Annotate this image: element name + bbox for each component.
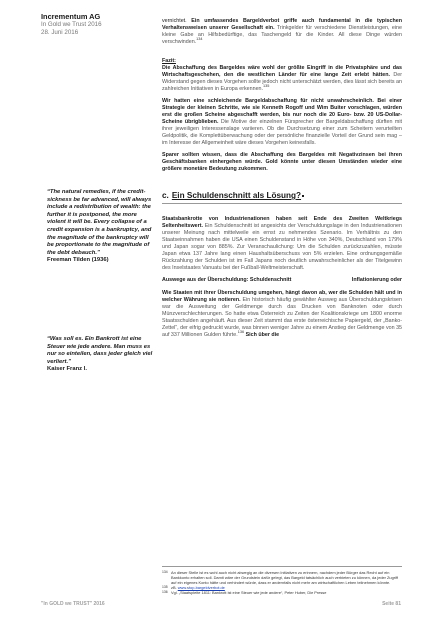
quote-text: “The natural remedies, if the credit-sickness be far advanced, will always include a redistribution of wealth: the further it is postponed, the more violent it will be. Every collapse of a credit expansion is a bankruptcy, and the magnitude of the bankruptcy will be proportionate to the magnitude of the debt debauch.” (47, 189, 152, 256)
paragraph-strategie (162, 98, 402, 147)
paragraph-ueberschuldung (162, 290, 402, 339)
bold-text: Sich über die (244, 332, 280, 338)
paragraph-sparer: Sparer sollten wissen, dass die Abschaffung des Bargeldes mit Negativzinsen bei ihren Geschäftsbanken einhergehen würde. Gold könnte unter diesen Umständen wieder eine größere monetäre Bedeutung zukommen. (162, 152, 402, 172)
paragraph-staatsbankrotte (162, 216, 402, 272)
main-text-column (162, 18, 402, 344)
report-date: 28. Juni 2016 (41, 28, 79, 36)
bold-text: Wir hatten eine schleichende Bargeldabschaffung für nicht unwahrscheinlich. Bei einer Strategie der kleinen Schritte, wie sie Kenneth Rogoff und Wim Buiter vorschlagen, würden erst die großen Scheine abgeschafft werden, bis nur noch die 20 Euro- bzw. 20 US-Dollar-Scheine übrigblieben. (162, 98, 402, 125)
text: Der Widerstand gegen dieses Vorgehen sollte jedoch nicht unterschätzt werden, dies lässt sich bereits an zahlreichen Initiativen in Europa erkennen. (162, 72, 402, 92)
report-title: In Gold we Trust 2016 (41, 21, 102, 28)
footnote-134 (162, 570, 402, 585)
paragraph-bargeldverbot (162, 18, 402, 46)
section-letter: c. (162, 191, 169, 200)
footnote-number: 136 (162, 590, 168, 594)
footnote-number: 134 (162, 570, 168, 574)
footnotes (162, 566, 402, 595)
paragraph-fazit (162, 65, 402, 93)
company-name: Incrementum AG (41, 12, 101, 21)
text: Ein historisch häufig gewählter Ausweg aus Überschuldungskrisen war die Ausweitung der Geldmenge durch das Drucken von Banknoten oder durch Münzverschlechterungen. So hatte etwa Österreich zu Zeiten der Koalitionskriege um 1800 enorme Staatsschulden angehäuft. Aus dieser Zeit stammt das erste österreichische Papiergeld, der „Banko-Zettel“, der eifrig gedruckt wurde, was binnen weniger Jahre zu einem Anstieg der Geldmenge von 35 auf 337 Millionen Gulden führte. (162, 297, 403, 338)
bold-text: Die Abschaffung des Bargeldes wäre wohl der größte Eingriff in die Privatsphäre und das Wirtschaftsgeschehen, den die westlichen Länder für eine lange Zeit erlebt hätten. (162, 65, 402, 78)
page-footer (41, 601, 401, 607)
quote-author: Freeman Tilden (1936) (47, 257, 109, 264)
footnote-ref[interactable]: 134 (196, 37, 203, 42)
footnote-ref[interactable]: 136 (237, 330, 245, 335)
sidebar-quote-franz (47, 336, 155, 374)
section-heading (162, 190, 402, 204)
footer-page-number: Seite 81 (382, 601, 401, 607)
heading-dot-marker (302, 195, 304, 197)
footnote-prefix: zB. (171, 585, 178, 590)
text: Ein Schuldenschnitt ist angesichts der Verschuldungslage in den Industrienationen unserer Meinung nach mittelweile ein ernst zu nehmendes Szenario. Im Verhältnis zu den Staatseinnahmen haben die USA einen Schuldenstand in Höhe von 340%, Deutschland von 179% und Japan sogar von 885%. Zur Veranschaulichung: Um die Schulden zurückzuzahlen, müsste Japan etwa 137 Jahre lang einen Haushaltsüberschuss von 5% erzielen. Eine ordnungsgemäße Rückzahlung der Schulden ist im Fall Japans noch deutlich unwahrscheinlicher als der Titelgewinn des Inselstaates Vanuatu bei der Fußball-Weltmeisterschaft. (162, 223, 402, 271)
footer-report-title: "In GOLD we TRUST" 2016 (41, 601, 105, 607)
text: Trinkgelder für verschiedene Dienstleistungen, eine kleine Gabe an Hilfsbedürftige, das Taschengeld für die Kinder. All diese Dinge würden verschwinden. (162, 25, 402, 45)
footnote-link[interactable]: www.stop-bargeldverbot.de (177, 585, 225, 590)
quote-text: “Was soll es. Ein Bankrott ist eine Steuer wie jede andere. Man muss es nur so einteilen, dass jeder gleich viel verliert.” (47, 336, 153, 365)
bold-text: Staatsbankrotte von Industrienationen haben seit Ende des Zweiten Weltkriegs Seltenheitswert. (162, 216, 402, 229)
footnote-ref[interactable]: 135 (263, 84, 270, 89)
subheading-left: Auswege aus der Überschuldung: Schuldenschnitt (162, 277, 292, 283)
bold-text: Wie Staaten mit ihrer Überschuldung umgehen, hängt davon ab, wer die Schulden hält und in welcher Währung sie notieren. (162, 290, 402, 303)
subheading-auswege (162, 277, 402, 284)
footnote-number: 135 (162, 585, 168, 589)
footnote-136 (162, 590, 402, 595)
text: Die Motive der einzelnen Fürsprecher der Bargeldabschaffung dürften mit ihrer jeweiligen Interessenslage variieren. Ob die Durchsetzung einer zum Scheitern verurteilten Geldpolitik, die Komplettüberwachung oder der persönliche finanzielle Vorteil der Grund sein mag – im Interesse der Allgemeinheit wäre dieses Vorgehen keinesfalls. (162, 119, 403, 146)
footnote-text: An dieser Stelle ist es wohl auch nicht abwegig an die diversen Initiativen zu erinnern, nachdem jeder Bürger das Recht auf ein Bankkonto erhalten soll. Damit wäre der Grundstein dafür gelegt, das Bargeld tatsächlich auch verbieten zu können, da jeder Zugriff auf ein eigenes Konto hätte und verhindert würde, dass er andernfalls nicht mehr am wirtschaftlichen Leben teilnehmen könnte. (171, 570, 399, 585)
section-title: Ein Schuldenschnitt als Lösung? (171, 191, 302, 200)
fazit-heading: Fazit: (162, 58, 176, 64)
sidebar-quote-tilden (47, 189, 155, 265)
bold-text: Ein umfassendes Bargeldverbot griffe auch fundamental in die typischen Verhaltensweisen unserer Gesellschaft ein. (162, 18, 402, 31)
quote-author: Kaiser Franz I. (47, 366, 87, 373)
footnote-text: Vgl. „Staatspleite 1811: Bankrott ist eine Steuer wie jede andere“, Peter Huber, Die Presse (171, 590, 327, 595)
text: vernichtet. (162, 18, 192, 24)
subheading-right: Inflationierung oder (351, 277, 402, 283)
